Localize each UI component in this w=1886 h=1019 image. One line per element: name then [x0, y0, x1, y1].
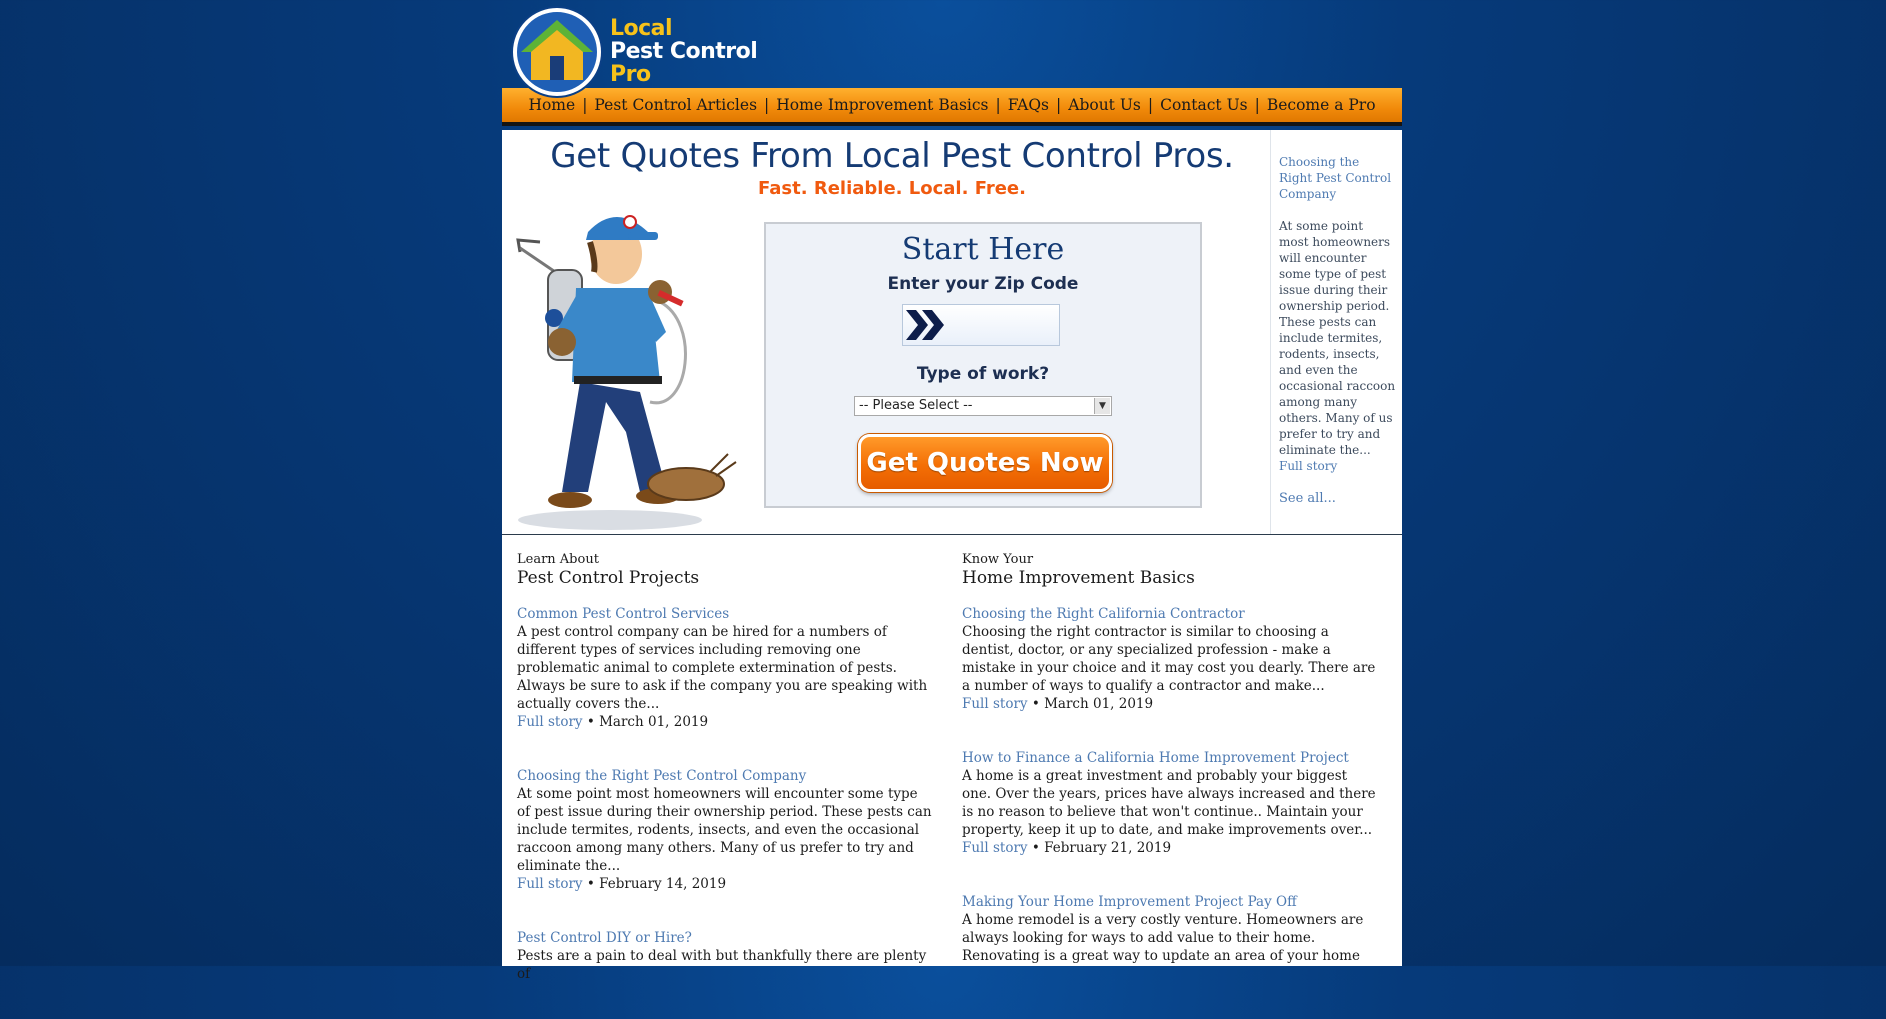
article-excerpt: Choosing the right contractor is similar to choosing a dentist, doctor, or any specialized profession - make a mistake in your choice and it may cost you dearly. There are a number of ways to qualify a contractor and make...: [962, 624, 1376, 694]
quote-form: [764, 222, 1202, 508]
nav-separator: |: [1254, 96, 1260, 114]
column-kicker: Learn About: [517, 552, 599, 567]
article-item: [962, 605, 1380, 713]
nav-separator: |: [764, 96, 770, 114]
logo-line-local: Local: [610, 16, 673, 41]
nav-separator: |: [995, 96, 1001, 114]
get-quotes-button[interactable]: Get Quotes Now: [858, 434, 1112, 492]
nav-separator: |: [1147, 96, 1154, 114]
article-title-link[interactable]: Choosing the Right California Contractor: [962, 606, 1245, 622]
article-date: • March 01, 2019: [1027, 696, 1154, 712]
select-value: -- Please Select --: [859, 398, 973, 413]
exterminator-mascot-icon: [510, 192, 742, 530]
article-title-link[interactable]: Pest Control DIY or Hire?: [517, 930, 692, 946]
hero-title: Get Quotes From Local Pest Control Pros.: [550, 136, 1234, 176]
full-story-link[interactable]: Full story: [962, 840, 1028, 856]
article-excerpt: A home remodel is a very costly venture. Homeowners are always looking for ways to add value to their home. Renovating is a great way to update an area of your home: [962, 912, 1364, 964]
sidebar-story-excerpt: At some point most homeowners will encounter some type of pest issue during their ownership period. These pests can include termites, rodents, insects, and even the occasional raccoon among many others. Many of us prefer to try and eliminate the...: [1279, 219, 1396, 457]
nav-separator: |: [582, 96, 588, 114]
column-heading: Home Improvement Basics: [962, 568, 1195, 588]
article-meta: [962, 840, 1171, 856]
zip-label: Enter your Zip Code: [887, 274, 1079, 294]
article-title-link[interactable]: Making Your Home Improvement Project Pay Off: [962, 894, 1297, 910]
sidebar-story-title[interactable]: Choosing the Right Pest Control Company: [1279, 155, 1392, 201]
section-divider: [502, 534, 1402, 535]
home-improvement-basics-column: [962, 552, 1380, 1001]
article-date: • February 21, 2019: [1027, 840, 1172, 856]
site-header: [502, 0, 1402, 88]
full-story-link[interactable]: Full story: [517, 876, 583, 892]
logo-wordmark[interactable]: [610, 17, 757, 86]
nav-become-a-pro[interactable]: Become a Pro: [1266, 96, 1376, 114]
nav-home[interactable]: Home: [528, 96, 576, 114]
page: [502, 0, 1402, 982]
article-item: [962, 749, 1380, 857]
nav-faqs[interactable]: FAQs: [1007, 96, 1050, 114]
article-item: [517, 929, 935, 983]
hero-subtitle: Fast. Reliable. Local. Free.: [758, 178, 1026, 199]
nav-pest-control-articles[interactable]: Pest Control Articles: [594, 96, 758, 114]
nav-about-us[interactable]: About Us: [1068, 96, 1141, 114]
sidebar-featured-story: [1270, 130, 1402, 534]
chevron-down-icon[interactable]: ▼: [1094, 398, 1110, 414]
article-date: • March 01, 2019: [582, 714, 709, 730]
article-item: [962, 893, 1380, 965]
logo-line-pest-control: Pest Control: [610, 39, 758, 64]
sidebar-see-all-link[interactable]: See all...: [1279, 491, 1336, 506]
nav-home-improvement-basics[interactable]: Home Improvement Basics: [776, 96, 989, 114]
article-title-link[interactable]: How to Finance a California Home Improvement Project: [962, 750, 1349, 766]
full-story-link[interactable]: Full story: [962, 696, 1028, 712]
column-heading: Pest Control Projects: [517, 568, 700, 588]
double-chevron-right-icon: [904, 308, 948, 342]
content-area: [502, 130, 1402, 982]
main-nav: [502, 88, 1402, 126]
house-logo-icon[interactable]: [513, 8, 601, 96]
article-meta: [962, 696, 1153, 712]
zip-field-wrapper: [902, 304, 1060, 346]
article-meta: [517, 714, 708, 730]
article-excerpt: A home is a great investment and probably your biggest one. Over the years, prices have always increased and there is no reason to believe that won't continue.. Maintain your property, keep it up to date, and make improvements over...: [962, 768, 1376, 838]
pest-control-projects-column: [517, 552, 935, 1019]
article-date: • February 14, 2019: [582, 876, 727, 892]
article-excerpt: Pests are a pain to deal with but thankfully there are plenty of: [517, 948, 927, 982]
nav-separator: |: [1056, 96, 1062, 114]
type-of-work-select[interactable]: [854, 396, 1112, 416]
article-excerpt: At some point most homeowners will encounter some type of pest issue during their ownership period. These pests can include termites, rodents, insects, and even the occasional raccoon among many others. Many of us prefer to try and eliminate the...: [517, 786, 932, 874]
article-item: [517, 767, 935, 893]
article-title-link[interactable]: Choosing the Right Pest Control Company: [517, 768, 807, 784]
logo-line-pro: Pro: [610, 62, 651, 87]
article-meta: [517, 876, 726, 892]
column-kicker: Know Your: [962, 552, 1034, 567]
form-heading: Start Here: [901, 232, 1065, 267]
sidebar-full-story-link[interactable]: Full story: [1279, 459, 1338, 473]
full-story-link[interactable]: Full story: [517, 714, 583, 730]
article-title-link[interactable]: Common Pest Control Services: [517, 606, 730, 622]
nav-contact-us[interactable]: Contact Us: [1160, 96, 1248, 114]
article-item: [517, 605, 935, 731]
hero-section: [502, 130, 1402, 534]
article-excerpt: A pest control company can be hired for a numbers of different types of services including removing one problematic animal to complete extermination of pests. Always be sure to ask if the company you are speaking with actually covers the...: [517, 624, 928, 712]
type-of-work-label: Type of work?: [916, 364, 1050, 384]
